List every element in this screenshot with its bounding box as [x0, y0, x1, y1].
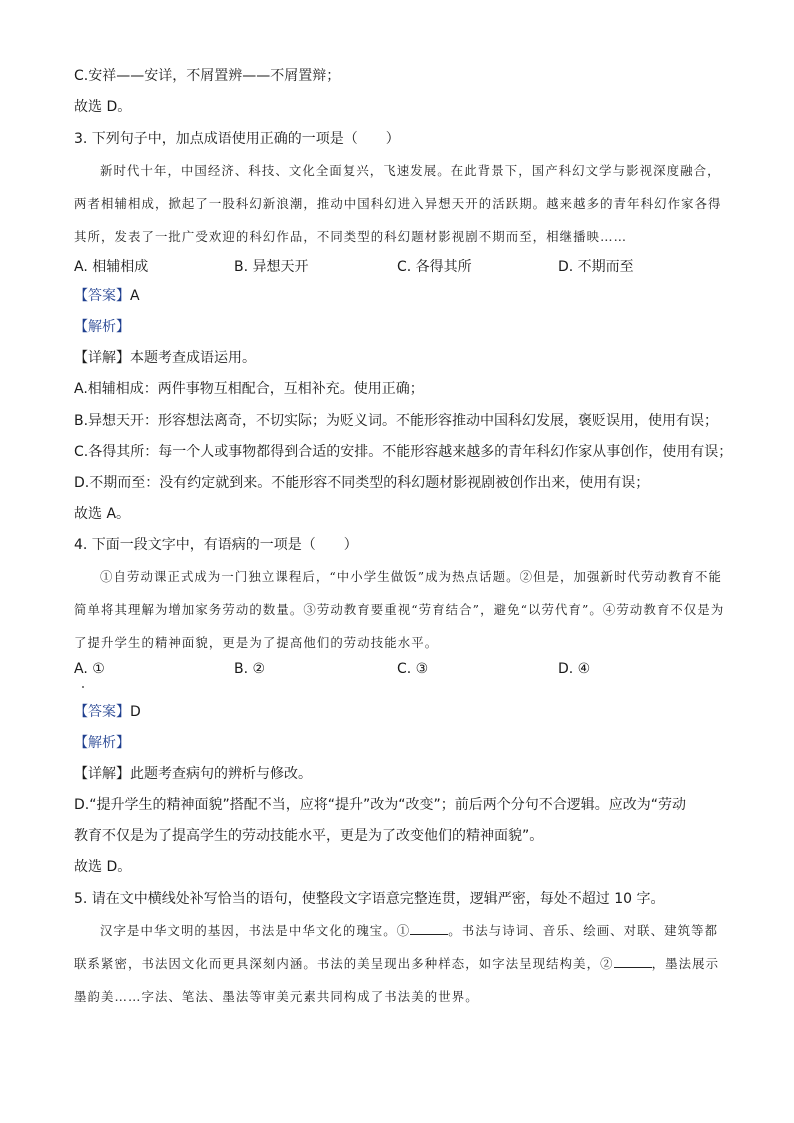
- q3-detail: [74, 349, 734, 367]
- q4-explanation-line1: D.“提升学生的精神面貌”搭配不当，应将“提升”改为“改变”；前后两个分句不合逻辑。应改为“劳动: [74, 797, 686, 813]
- detail-intro: 此题考查病句的辨析与修改。: [130, 766, 312, 782]
- q5-stem: 5. 请在文中横线处补写恰当的语句，使整段文字语意完整连贯，逻辑严密，每处不超过 10 字。: [74, 891, 665, 907]
- answer-value: A: [130, 288, 140, 304]
- q4-conclusion: 故选 D。: [74, 859, 132, 875]
- answer-value: D: [130, 704, 141, 720]
- q5-passage-part1: 汉字是中华文明的基因，书法是中华文化的瑰宝。①: [100, 923, 411, 938]
- q4-analysis-heading: [74, 734, 734, 752]
- q3-explanation-c: C.各得其所：每一个人或事物都得到合适的安排。不能形容越来越多的青年科幻作家从事创作，使用有误；: [74, 444, 733, 460]
- fill-blank-1[interactable]: [410, 921, 448, 935]
- q3-explanation-a: A.相辅相成：两件事物互相配合，互相补充。使用正确；: [74, 381, 424, 397]
- answer-tag: 【答案】: [74, 288, 130, 304]
- q3-passage: 新时代十年，中国经济、科技、文化全面复兴，飞速发展。在此背景下，国产科幻文学与影视深度融合，两者相辅相成，掀起了一股科幻新浪潮，推动中国科幻进入异想天开的活跃期。越来越多的青年科幻作家各得其所，发表了一批广受欢迎的科幻作品，不同类型的科幻题材影视剧不期而至，相继播映……: [74, 163, 722, 244]
- q4-passage: ①自劳动课正式成为一门独立课程后，“中小学生做饭”成为热点话题。②但是，加强新时代劳动教育不能简单将其理解为增加家务劳动的数量。③劳动教育要重视“劳育结合”，避免“以劳代育”。④劳动教育不仅是为了提升学生的精神面貌，更是为了提高他们的劳动技能水平。: [74, 569, 725, 650]
- q3-analysis-heading: [74, 318, 734, 336]
- q5-passage: [74, 914, 726, 1013]
- prev-explanation-c: C.安祥——安详，不屑置辨——不屑置辩；: [74, 68, 341, 84]
- q4-explanation-line2: 教育不仅是为了提高学生的劳动技能水平，更是为了改变他们的精神面貌”。: [74, 828, 544, 844]
- q4-option-a: A. ①: [74, 661, 105, 677]
- q5-passage-part3: ，墨法展示墨韵美……字法、笔法、墨法等审美元素共同构成了书法美的世界。: [74, 956, 720, 1004]
- q5-passage-part2: 。书法与诗词、音乐、绘画、对联、建筑等都联系紧密，书法因文化而更具深刻内涵。书法的美呈现出多种样态，如字法呈现结构美，②: [74, 923, 719, 971]
- q4-detail: [74, 765, 734, 783]
- detail-intro: 本题考查成语运用。: [130, 350, 256, 366]
- analysis-tag: 【解析】: [74, 735, 130, 751]
- q4-option-b: B. ②: [234, 661, 266, 677]
- answer-tag: 【答案】: [74, 704, 130, 720]
- q3-option-c: C. 各得其所: [397, 259, 472, 275]
- q3-answer: [74, 287, 734, 305]
- q4-answer: [74, 703, 734, 721]
- prev-conclusion: 故选 D。: [74, 99, 132, 115]
- q3-stem: 3. 下列句子中，加点成语使用正确的一项是（ ）: [74, 131, 400, 147]
- q3-explanation-d: D.不期而至：没有约定就到来。不能形容不同类型的科幻题材影视剧被创作出来，使用有误；: [74, 475, 650, 491]
- q3-options: [74, 256, 734, 276]
- q3-option-b: B. 异想天开: [234, 259, 309, 275]
- q3-option-d: D. 不期而至: [558, 259, 634, 275]
- analysis-tag: 【解析】: [74, 319, 130, 335]
- q4-option-d: D. ④: [558, 661, 591, 677]
- q4-option-c: C. ③: [397, 661, 429, 677]
- fill-blank-2[interactable]: [614, 954, 652, 968]
- q4-stem: 4. 下面一段文字中，有语病的一项是（ ）: [74, 537, 358, 553]
- q3-explanation-b: B.异想天开：形容想法离奇，不切实际；为贬义词。不能形容推动中国科幻发展，褒贬误用，使用有误；: [74, 413, 719, 429]
- stray-dot: [82, 686, 84, 688]
- detail-tag: 【详解】: [74, 350, 130, 366]
- q4-options: [74, 661, 734, 681]
- q3-option-a: A. 相辅相成: [74, 259, 149, 275]
- q3-conclusion: 故选 A。: [74, 506, 131, 522]
- detail-tag: 【详解】: [74, 766, 130, 782]
